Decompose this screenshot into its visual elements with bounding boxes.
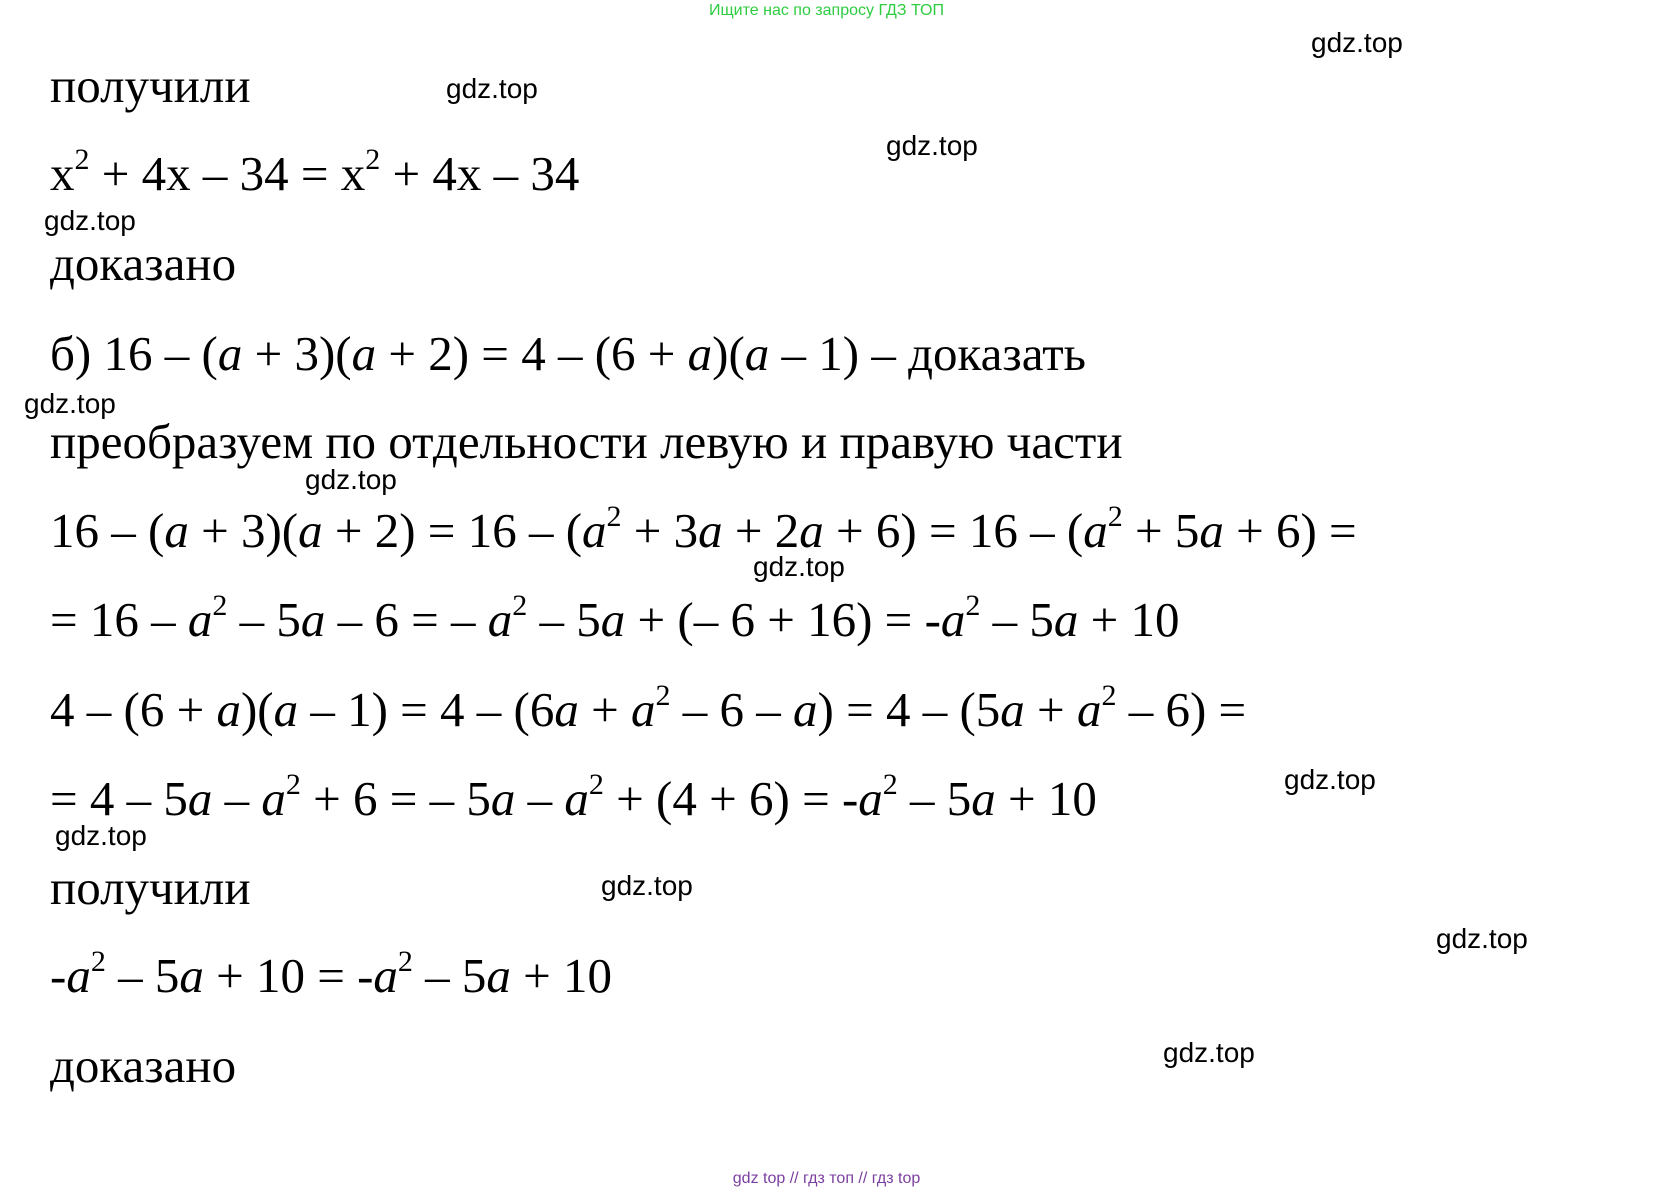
equation-line-7: $-a^2 - 5a + 10 = -a^2 - 5a + 10$ (50, 944, 613, 1003)
equation-line-4: = $16 - a^2 - 5a - 6$ = – $a^2 - 5a$ + (– $6 + 16) = -a^2 - 5a + 10$ (50, 588, 1180, 647)
watermark: gdz.top (1163, 1037, 1255, 1068)
bottom-banner: gdz top // гдз топ // гдз top (732, 1170, 921, 1187)
watermark: gdz.top (601, 870, 693, 901)
task-b-line: б) 16 – (a + 3)(a + 2) = 4 – (6 + a)(a – 1) – доказать (50, 326, 1086, 381)
equation-line-1: $x^2 + 4x - 34 = x^2 + 4x - 34$ (50, 142, 580, 201)
watermark: gdz.top (305, 464, 397, 495)
equation-line-6: = $4 - 5a - a^2 + 6$ = – $5a - a^2 + (4 + 6) = -a^2 - 5a + 10$ (50, 767, 1097, 826)
watermark: gdz.top (44, 205, 136, 236)
watermark: gdz.top (24, 388, 116, 419)
watermark: gdz.top (886, 130, 978, 161)
equation-line-5: $4 - (6 + a)(a - 1) = 4 - (6a + a^2 - 6 - a) = 4 - (5a + a^2 - 6)$ = (50, 678, 1247, 737)
proved-label-2: доказано (50, 1038, 237, 1093)
got-label-1: получили (50, 58, 251, 113)
watermark: gdz.top (446, 73, 538, 104)
watermark: gdz.top (1311, 27, 1403, 58)
transform-text: преобразуем по отдельности левую и правую части (50, 414, 1123, 469)
top-banner: Ищите нас по запросу ГДЗ ТОП (709, 2, 944, 19)
equation-line-3: $16 - (a + 3)(a + 2) = 16 - (a^2 + 3a + 2a + 6) = 16 - (a^2 + 5a + 6)$ = (50, 499, 1357, 558)
watermark: gdz.top (753, 551, 845, 582)
proved-label-1: доказано (50, 236, 237, 291)
watermark: gdz.top (1284, 764, 1376, 795)
watermark: gdz.top (1436, 923, 1528, 954)
got-label-2: получили (50, 860, 251, 915)
watermark: gdz.top (55, 820, 147, 851)
